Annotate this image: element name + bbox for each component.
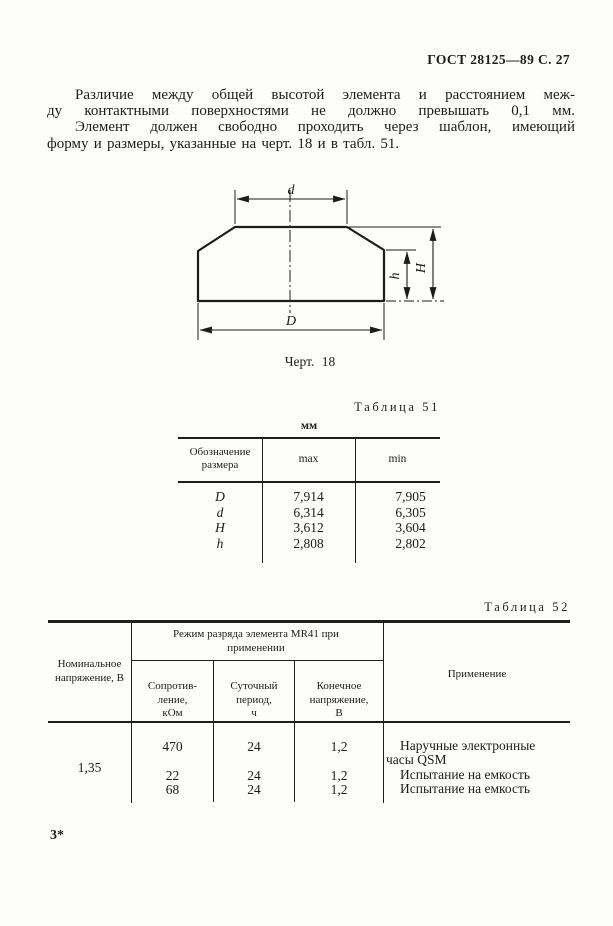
table52-cell: 24 <box>247 781 261 797</box>
table51-cell: 3,604 <box>395 520 426 536</box>
table-border <box>48 721 570 723</box>
header-line: Конечное <box>316 680 362 692</box>
header-line: напряжение, <box>309 693 369 706</box>
table51-col-header-max: max <box>298 453 319 465</box>
dimension-label-D: D <box>285 314 297 329</box>
body-text <box>47 87 575 152</box>
table51-cell: 2,808 <box>293 535 324 551</box>
footer-mark: 3* <box>50 828 64 843</box>
table52-cell: 1,2 <box>330 768 348 783</box>
table52-cell-voltage: 1,35 <box>77 760 102 775</box>
paragraph-line: форму и размеры, указанные на черт. 18 и в табл. 51. <box>47 135 400 152</box>
table52-cell: 68 <box>165 781 180 797</box>
dimension-label-d: d <box>287 183 295 198</box>
table51-cell: H <box>215 520 225 536</box>
table51-cell: d <box>216 504 224 520</box>
dimension-label-h: h <box>388 272 403 280</box>
table52-col-header-application: Применение <box>447 668 507 680</box>
table51-cell: 7,914 <box>293 489 324 504</box>
table52-cell: 24 <box>247 739 261 754</box>
table-border <box>178 481 440 483</box>
table52-col-header-voltage: Номинальное напряжение, В <box>55 658 124 684</box>
header-line: период, <box>236 693 272 706</box>
header-line: кОм <box>162 707 183 719</box>
table52-cell-application: Испытание на емкость <box>400 780 531 796</box>
table52-caption: Таблица 52 <box>484 600 570 614</box>
page-header: ГОСТ 28125—89 С. 27 <box>427 52 570 67</box>
table52-cell-application: Испытание на емкость <box>400 767 531 782</box>
table52-col-header-period <box>214 680 294 721</box>
figure-caption: Черт. 18 <box>284 354 336 369</box>
paragraph-line: ду контактными поверхностями не должно превышать 0,1 мм. <box>47 103 575 120</box>
table52-cell: 470 <box>162 739 183 754</box>
table51-cell: D <box>215 489 225 504</box>
table52-group-header: Режим разряда элемента MR41 при применении <box>173 628 339 654</box>
table52-cell: 1,2 <box>330 781 348 797</box>
header-line: Сопротив- <box>147 680 198 692</box>
table52-col-header-final-voltage <box>295 680 383 721</box>
table52 <box>48 620 570 810</box>
table52-col-header-resistance <box>132 680 213 721</box>
table-border <box>383 623 384 803</box>
table-border <box>178 437 440 439</box>
header-line: В <box>335 707 343 719</box>
table51-cell: h <box>216 535 224 551</box>
table52-cell-application: Наручные электронные часы QSM <box>386 738 536 767</box>
table51-col-header-min: min <box>388 453 407 465</box>
header-line: Суточный <box>230 680 278 692</box>
table51-cell: 3,612 <box>293 520 324 536</box>
table51-caption: Таблица 51 <box>354 400 440 414</box>
table51-unit: мм <box>300 418 318 432</box>
table51-cell: 7,905 <box>395 489 426 504</box>
header-line: ч <box>251 707 257 719</box>
paragraph-line: Элемент должен свободно проходить через шаблон, имеющий <box>75 119 575 136</box>
table52-cell: 22 <box>165 768 180 783</box>
table51-cell: 6,305 <box>395 504 426 520</box>
figure-drawing <box>140 182 470 347</box>
table52-cell: 1,2 <box>330 739 348 754</box>
table-border <box>48 620 570 623</box>
header-line: ление, <box>157 693 188 706</box>
element-outline <box>198 227 384 301</box>
table51 <box>178 437 440 565</box>
paragraph-line: Различие между общей высотой элемента и расстоянием меж- <box>75 87 575 103</box>
table-border <box>131 660 383 661</box>
table51-cell: 2,802 <box>395 535 426 551</box>
table52-cell: 24 <box>247 768 261 783</box>
table51-cell: 6,314 <box>293 504 324 520</box>
table51-col-header-name: Обозначение размера <box>189 446 251 471</box>
dimension-label-H: H <box>414 262 429 274</box>
